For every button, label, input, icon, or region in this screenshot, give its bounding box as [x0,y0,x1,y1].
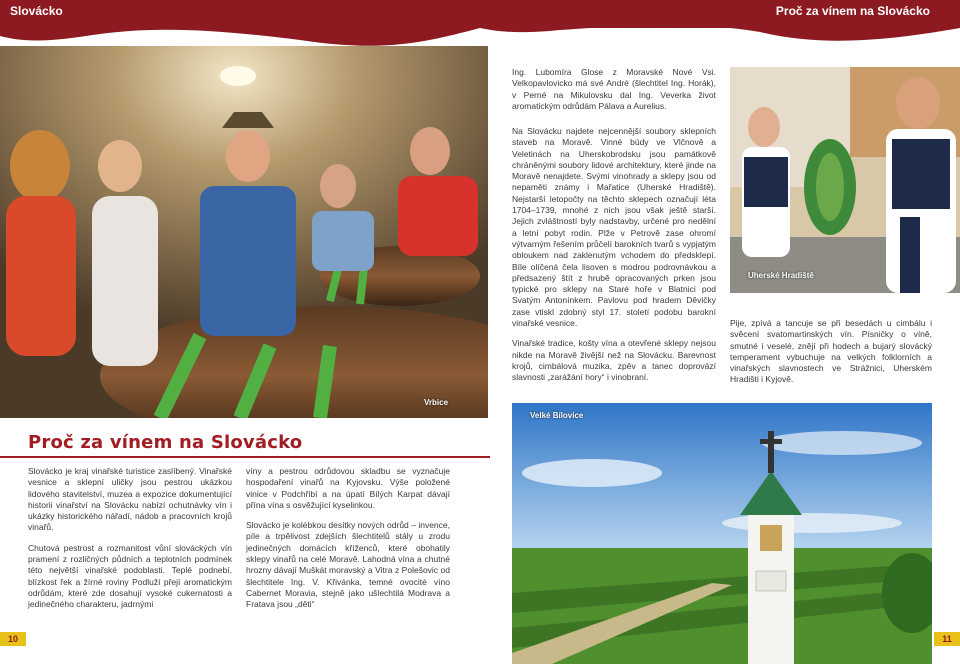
right-column-text: Pije, zpívá a tancuje se při besedách u cimbálu i svěcení svatomartinských vín. Písničky o víně, smutné i veselé, znějí při hodech a bujarý slovácký temperament vybuchuje na velkých folklorních a vinařských slavnostech ve Strážnici, Uherském Hradišti i Kyjově. [730,318,932,385]
header-left-title: Slovácko [10,4,63,18]
middle-paragraph-1: Na Slovácku najdete nejcennější soubory sklepních staveb na Moravě. Vinné búdy ve Vlčnově a Veletinách na Uherskobrodsku jsou památkově chráněnými soubory lidové architektury, které jinde na Moravě nenajdete. Svými vinohrady a sklepy jsou od nepaměti známy i Mařatice (Uherské Hradiště). Nejstarší letopočty na těchto sklepech označují léta 1704–1739, mnohé z nich jsou však ještě starší. Jejich zvláštností byly nadstavby, určené pro nedělní a letní pobyt rodin. Plže v Petrově zase ohromí výtvarným řešením průčelí barokních tvarů s vypjatým obloukem nad zaklenutým vchodem do předsklepí. Bíle olíčená čela lisoven s modrou podrovnávkou a předsazený štít z hrubě opracovaných prken jsou typické pro sklepy na Staré hoře v Blatnici pod Svatým Antonínkem. Pavlovu pod hradem Děvičky zase vtiskl zdobný styl 17. století podobu barokní vinařské vesnice. [512,126,716,329]
section-title: Proč za vínem na Slovácko [28,432,303,453]
top-intro-paragraph: Ing. Lubomíra Glose z Moravské Nové Vsi. Velkopavlovicko má své André (šlechtitel Ing. Horák), v Perné na Mikulovsku dal Ing. Veverka život aromatickým odrůdám Pálava a Aurelius. [512,67,716,111]
bottom-col1-paragraph-1: Slovácko je kraj vinařské turistice zaslíbený. Vinařské vesnice a sklepní uličky jsou pestrou ukázkou lidového stavitelství, muzea a expozice dokumentující historii vinařství na Slovácku nabízí ochutnávky vín i ukázky historického nářadí, nádob a pracovních krojů vinařů. [28,466,232,533]
page-number-right: 11 [934,632,960,646]
bottom-column-1 [28,466,232,620]
middle-column-text [512,126,716,393]
cellar-photo [0,46,488,418]
bottom-col2-paragraph-2: Slovácko je kolébkou desítky nových odrůd – invence, píle a trpělivost zdejších šlechtitelů stály u zrodu jedinečných domácích kříženců, které obohatily sklepy vinařů na celé Moravě. Lahodná vína a chutné hrozny dávají Muškát moravský a Vitra z Polešovic od šlechtitele Ing. V. Křivánka, temné ovocité víno Cabernet Moravia, stejně jako ušlechtilá Modrava a Fratava jsou „děti“ [246,520,450,610]
folklore-photo-caption: Uherské Hradiště [748,271,814,280]
page-number-left: 10 [0,632,26,646]
bottom-column-2 [246,466,450,620]
cellar-photo-caption: Vrbice [424,398,449,407]
header-right-title: Proč za vínem na Slovácko [775,4,930,18]
bottom-col1-paragraph-2: Chutová pestrost a rozmanitost vůní slováckých vín pramení z rozličných půdních a teplotních podmínek této největší vinařské podoblasti. Teplé podnebí, blízkost řek a žírné roviny Podluží přejí aromatickým odrůdám, které zde dosahují vysoké cukernatosti a jedinečného charakteru, jadrnými [28,542,232,610]
vineyard-photo [512,403,932,664]
section-title-underline [0,456,490,458]
folklore-photo [730,67,960,293]
middle-paragraph-2: Vinařské tradice, košty vína a otevřené sklepy nejsou nikde na Moravě živější než na Slovácku. Barevnost krojů, cimbálová muzika, zpěv a tanec doprovází slavnosti „zarážání hory“ i vinobraní. [512,338,716,383]
vineyard-photo-caption: Velké Bílovice [530,411,584,420]
bottom-col2-paragraph-1: víny a pestrou odrůdovou skladbu se vyznačuje hospodaření vinařů na Kyjovsku. Výše položené vinice v Podchřibí a na úpatí Bílých Karpat dávají přína vína s osvěžující kyselinkou. [246,466,450,510]
